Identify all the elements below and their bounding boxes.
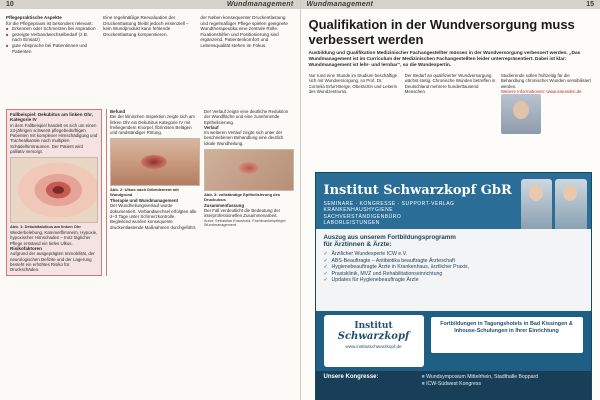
- more-info-link[interactable]: Weitere Informationen: www.icwunden.de: [500, 88, 582, 94]
- col3-text: der Neben konsequenter Druckentlastung und regelmäßiger Pflege spielen geeignete Wundtherapeutika eine zentrale Rolle. Fixationshilfen und Positionierung sind ergänzend. Patientenkomfort und Lebensqualität stehen im Fokus.: [200, 15, 288, 48]
- ad-program-item: ✓ Ärztlicher Wundexperte ICW e.V.: [324, 251, 583, 258]
- wound-photo-2-caption: Abb. 2: Ulkus nach Débridement mit Wundgrund: [110, 187, 179, 198]
- outcome-column: [204, 109, 294, 276]
- article-col-2: Der Bedarf an qualifizierter Wundversorgung wächst stetig. Chronische Wunden betreffen in Deutschland mehrere hunderttausend Menschen.: [404, 73, 496, 94]
- article-lead: Ausbildung und Qualifikation Medizinischer Fachangestellter müssen in der Wundversorgung verbessert werden. „Das Wundmanagement ist im Curriculum der Medizinischen Fachangestellten leider unterrepräsentiert. Dabei ist klar: Wundmanagement ist lehr- und lernbar“, so die Wundexpertin.: [308, 51, 581, 68]
- right-article: [301, 9, 600, 135]
- article-title: Qualifikation in der Wundversorgung muss verbessert werden: [308, 17, 575, 47]
- ad-training-box: Fortbildungen in Tagungshotels in Bad Kissingen & Inhouse-Schulungen in Ihrer Einrichtung: [431, 317, 583, 353]
- ad-program-item: ✓ Updates für Hygienebeauftragte Ärzte: [324, 277, 583, 284]
- therapy-title: Therapie und Wundmanagement: [110, 198, 178, 204]
- ad-service-line: LABORLEISTUNGEN: [323, 220, 380, 227]
- ad-company-name: Institut Schwarzkopf GbR: [323, 183, 512, 198]
- col1-intro: für die Pflegepraxis ist besonders relevant:: [6, 20, 93, 26]
- right-page-number: 15: [586, 1, 594, 8]
- ad-logo: [324, 315, 424, 367]
- ad-congress-label: Unsere Kongresse:: [323, 374, 379, 380]
- ad-logo-line-2: Schwarzkopf: [337, 331, 410, 342]
- ad-program-item: ✓ Praxisklinik, MVZ und Rehabilitationseinrichtung: [324, 271, 583, 278]
- col1-bullet: ■ Erkennen oder Schmerzen bei Aspiration: [6, 26, 99, 32]
- outcome-text: Der Verlauf zeigte eine deutliche Reduktion der Wundfläche und eine zunehmende Epithelisierung.: [204, 109, 289, 125]
- ad-logo-line-1: Institut: [354, 321, 393, 331]
- author-portrait: [501, 94, 541, 134]
- left-top-row: [0, 9, 300, 103]
- ad-website-link[interactable]: www.institutschwarzkopf.de: [345, 344, 402, 349]
- case-study-text-3: Aufgrund der ausgeprägten Immobilität, der neurologischen Defizite und der Lagerung besteht ein erhöhtes Risiko für Druckschäden.: [10, 251, 95, 273]
- advertisement[interactable]: [315, 172, 592, 400]
- ad-congress-item: ■ Wundsymposium Mittelrhein, Stadthalle Boppard: [422, 374, 539, 380]
- ad-program-item: ✓ ABS-Beauftragte – Antibiotika beauftragte Ärzteschaft: [324, 258, 583, 265]
- person-image: [521, 179, 553, 229]
- case-study-box: [6, 109, 102, 276]
- wound-photo-3: [204, 149, 294, 191]
- left-header-bar: [0, 0, 300, 9]
- wound-photo-3-caption: Abb. 3: vollständige Epithelisierung des Druckulcus: [204, 192, 281, 202]
- left-col-3: [200, 15, 293, 103]
- ad-service-line: KRANKENHAUSHYGIENE: [323, 207, 394, 214]
- left-col-1: [6, 15, 99, 103]
- article-columns: [309, 73, 593, 135]
- left-mid-row: [0, 103, 300, 282]
- ad-program-subheading: für Ärztinnen & Ärzte:: [323, 241, 392, 248]
- col1-heading: Pflegepraktische Aspekte: [6, 15, 62, 20]
- article-col-1: Nur rund eine Stunde im Studium beschäftige sich mit Wundversorgung, so Prof. Dr. Cornelia Erfurt-Berge, Oberärztin und Leiterin des Wundzentrums.: [308, 73, 398, 94]
- right-header-bar: [301, 0, 600, 9]
- col2-text: Eine regelmäßige Reevaluation der Druckentlastung bleibt jedoch essenziell – kein Wundprodukt kann fehlende Druckentlastung kompensieren.: [103, 15, 189, 37]
- article-col-3-text: Studierende sollen frühzeitig für die Behandlung chronischer Wunden sensibilisiert werden.: [500, 73, 591, 89]
- col1-bullet: ■ gezeigte Verbandwechselbedarf (z.B. nach Einsatz): [6, 32, 99, 43]
- right-page: [301, 0, 600, 400]
- ad-header: [316, 173, 591, 229]
- ad-people-photo: [521, 179, 587, 229]
- person-image: [555, 179, 587, 229]
- ad-congress-list: [422, 374, 539, 400]
- col1-bullet: ■ gute Absprache bei Patientinnen und Patienten: [6, 43, 99, 54]
- ad-congress-bar: [316, 371, 591, 400]
- ad-program: [316, 229, 591, 311]
- therapy-text: Der Wundheilungsverlauf wurde dokumentiert. Verbandwechsel erfolgten alle 2–3 Tage unter Schmerzkontrolle.: [110, 203, 197, 219]
- findings-text: Bei der klinischen Inspektion zeigte sich am linken Ohr ein Dekubitus Kategorie IV mit freiliegendem Knorpel, fibrinösen Belägen und randständiger Rötung.: [110, 114, 195, 136]
- summary-text: Der Fall verdeutlicht die Bedeutung der interprofessionellen Zusammenarbeit.: [204, 207, 281, 219]
- case-study-text: In dem Fallbeispiel handelt es sich um einen 23-jährigen schwerst pflegebedürftigen Patienten mit komplexer Hirnschädigung und Trachealkanüle nach multiplen Schädelhirntraumen. Der Patient wird palliativ versorgt.: [10, 122, 98, 155]
- ad-program-list: [324, 251, 583, 284]
- findings-title: Befund: [110, 109, 126, 114]
- findings-column: [106, 109, 200, 276]
- ad-service-line: SACHVERSTÄNDIGENBÜRO: [323, 213, 402, 220]
- left-col-2: [103, 15, 196, 103]
- col1-bullets: [6, 26, 99, 54]
- author-line: Autor: Sebastian Kraushold, Fachkrankenpfleger Wundmanagement: [204, 218, 286, 228]
- left-page-number: 10: [6, 1, 14, 8]
- right-section-tag: Wundmanagement: [306, 1, 374, 8]
- wound-photo-2: [110, 138, 200, 186]
- case-study-title: Fallbeispiel: Dekubitus am linken Ohr, Kategorie IV: [10, 112, 93, 123]
- ear-wound-photo: [10, 157, 98, 223]
- ear-wound-caption: Abb. 1: Dekubitalulkus am linken Ohr: [10, 224, 81, 230]
- ad-program-heading: Auszug aus unserem Fortbildungsprogramm: [323, 234, 456, 241]
- risk-factors-title: Risikofaktoren: [10, 246, 42, 252]
- article-col-3: [501, 73, 592, 135]
- summary-title: Zusammenfassung: [204, 202, 245, 208]
- course-text: Im weiteren Verlauf zeigte sich unter der beschriebenen Behandlung eine deutlich lokale Wundheilung.: [204, 130, 284, 146]
- ad-program-item: ✓ Hygienebeauftragte Ärzte in Krankenhaus, ärztlicher Praxis,: [324, 264, 583, 271]
- case-study-text-2: Wiederbelebung, Kammerflimmern, Hypoxie, hypoxischer Hirnschaden – trotz täglicher Pflege entstand ein tiefes Ulkus.: [10, 230, 98, 246]
- left-section-tag: Wundmanagement: [226, 1, 294, 8]
- course-title: Verlauf: [204, 124, 219, 130]
- ad-congress-item: ■ ICW-Südwest Kongress: [422, 381, 482, 387]
- findings-footer: Begleitend wurden konsequente druckentlastende Maßnahmen durchgeführt.: [110, 219, 197, 230]
- ad-services: [324, 201, 455, 227]
- ad-service-line: SEMINARE · KONGRESSE · SUPPORT-VERLAG: [323, 201, 455, 207]
